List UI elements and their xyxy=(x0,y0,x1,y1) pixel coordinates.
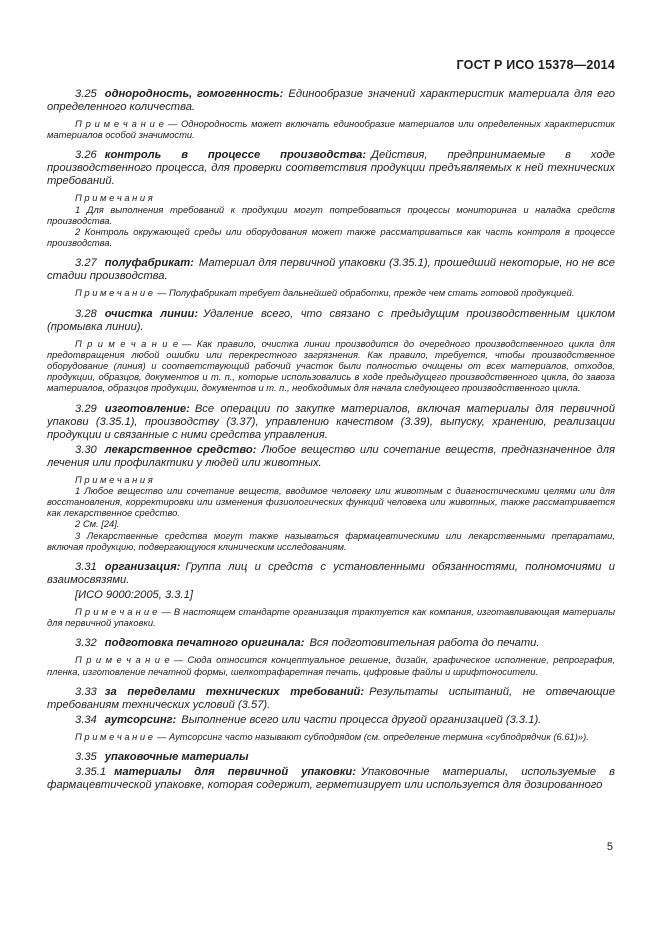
term-3-30-notes xyxy=(47,474,615,552)
terms-section xyxy=(47,88,615,792)
note-label: П р и м е ч а н и е xyxy=(75,118,164,129)
term-definition: Выполнение всего или части процесса другой организацией (3.3.1). xyxy=(181,713,542,726)
note-item: 2 См. [24]. xyxy=(75,518,120,530)
term-number: 3.25 xyxy=(75,88,97,100)
term-title: аутсорсинг: xyxy=(104,713,177,726)
note-text: — Как правило, очистка линии производится до очередного производственного цикла для предотвращения любой ошибки или перекрестного загрязнения. Как правило, требуется, чтобы производственное оборудование (линия) и соответствующий рабочий участок были полностью очищены от всех материалов, отходов, продукции, образцов, документов и т. п., которые использовались в ходе предыдущего производственного цикла, до завоза материалов, образцов продукции, документов и т. п., необходимых для начала следующего производственного цикла. xyxy=(47,337,615,394)
term-title: однородность, гомогенность: xyxy=(104,88,284,100)
term-3-27 xyxy=(47,257,615,283)
term-title: полуфабрикат: xyxy=(104,257,194,270)
term-3-35-1 xyxy=(47,766,615,792)
note-item: 2 Контроль окружающей среды или оборудования может также рассматриваться как часть контроля в процессе производства. xyxy=(47,226,615,249)
term-number: 3.32 xyxy=(75,637,97,650)
note-label: П р и м е ч а н и е xyxy=(75,287,153,299)
term-3-32 xyxy=(47,637,615,650)
note-label: П р и м е ч а н и е xyxy=(75,654,170,666)
term-definition: Удаление всего, что связано с предыдущим производственным циклом (промывка линии). xyxy=(47,307,615,333)
page-header-standard-number: ГОСТ Р ИСО 15378—2014 xyxy=(456,58,615,72)
term-3-26 xyxy=(47,149,615,188)
term-number: 3.27 xyxy=(75,257,97,270)
notes-header: П р и м е ч а н и я xyxy=(75,473,153,485)
term-number: 3.26 xyxy=(75,149,97,162)
term-3-26-notes xyxy=(47,192,615,248)
term-definition: Любое вещество или сочетание веществ, предназначенное для лечения или профилактики у людей или животных. xyxy=(47,443,615,469)
term-number: 3.33 xyxy=(75,685,97,698)
term-title: упаковочные материалы xyxy=(104,751,249,764)
term-3-34 xyxy=(47,714,615,727)
note-text: — В настоящем стандарте организация трактуется как компания, изготавливающая материалы для первичной упаковки. xyxy=(47,606,615,629)
note-label: П р и м е ч а н и е xyxy=(75,606,158,618)
term-3-33 xyxy=(47,686,615,712)
term-3-31-note xyxy=(47,606,615,628)
term-title: материалы для первичной упаковки: xyxy=(114,766,356,779)
term-number: 3.28 xyxy=(75,307,97,320)
term-3-31-source: [ИСО 9000:2005, 3.3.1] xyxy=(75,589,193,602)
term-number: 3.29 xyxy=(75,402,97,415)
term-definition: Материал для первичной упаковки (3.35.1), прошедший некоторые, но не все стадии производства. xyxy=(47,257,615,283)
term-3-25 xyxy=(47,88,615,114)
note-text: — Однородность может включать единообразие материалов или определенных характеристик материалов особой значимости. xyxy=(47,118,615,141)
term-3-27-note xyxy=(47,287,615,298)
note-text: — Полуфабрикат требует дальнейшей обработки, прежде чем стать готовой продукцией. xyxy=(156,287,575,299)
term-number: 3.30 xyxy=(75,443,97,456)
note-label: П р и м е ч а н и е xyxy=(75,730,153,742)
term-number: 3.31 xyxy=(75,561,97,574)
note-text: — Сюда относится концептуальное решение, дизайн, графическое исполнение, репрография, пленка, изготовление печатной формы, шелкотрафаретная печать, цифровые файлы и шрифтоносители. xyxy=(47,654,615,677)
note-item: 1 Для выполнения требований к продукции могут потребоваться процессы мониторинга и наладка средств производства. xyxy=(47,203,615,226)
term-definition: Группа лиц и средств с установленными обязанностями, полномочиями и взаимосвязями. xyxy=(47,561,615,587)
note-item: 1 Любое вещество или сочетание веществ, вводимое человеку или животным с диагностическими целями или для восстановления, корректировки или изменения физиологических функций человека или животных, также рассматривается как лекарственное средство. xyxy=(47,484,615,519)
term-definition: Все операции по закупке материалов, включая материалы для первичной упакови (3.35.1), производству (3.37), управлению качеством (3.39), выпуску, хранению, реализации продукции и связанные с ними средства управления. xyxy=(47,402,615,441)
term-3-28 xyxy=(47,308,615,334)
term-definition: Результаты испытаний, не отвечающие требованиям технических условий (3.57). xyxy=(47,685,615,711)
note-label: П р и м е ч а н и е xyxy=(75,337,179,349)
notes-header: П р и м е ч а н и я xyxy=(75,192,153,204)
term-title: лекарственное средство: xyxy=(104,443,257,456)
term-title: организация: xyxy=(104,561,181,574)
term-title: подготовка печатного оригинала: xyxy=(104,637,305,650)
term-3-35 xyxy=(47,751,615,764)
term-definition: Вся подготовительная работа до печати. xyxy=(309,637,540,650)
note-text: — Аутсорсинг часто называют субподрядом (см. определение термина «субподрядчик (6.61)»). xyxy=(156,730,589,742)
term-3-25-note xyxy=(47,118,615,140)
term-title: изготовление: xyxy=(104,402,190,415)
page-number: 5 xyxy=(606,841,613,853)
term-3-28-note xyxy=(47,338,615,394)
term-number: 3.35 xyxy=(75,751,97,764)
term-number: 3.35.1 xyxy=(75,766,107,779)
term-3-30 xyxy=(47,444,615,470)
term-definition: Единообразие значений характеристик материала для его определенного количества. xyxy=(47,88,616,113)
term-definition: Действия, предпринимаемые в ходе производственного процесса, для проверки соответствия продукции предъявляемых к ней технических требований. xyxy=(47,149,615,188)
term-number: 3.34 xyxy=(75,713,97,726)
term-title: контроль в процессе производства: xyxy=(104,149,367,162)
term-3-32-note xyxy=(47,654,615,676)
note-item: 3 Лекарственные средства могут также называться фармацевтическими или лекарственными препаратами, включая продукцию, подвергающуюся клиническим исследованиям. xyxy=(47,529,615,552)
term-title: очистка линии: xyxy=(104,307,199,320)
term-3-34-note xyxy=(47,731,615,742)
term-3-31 xyxy=(47,561,615,587)
term-3-29 xyxy=(47,403,615,442)
term-title: за переделами технических требований: xyxy=(104,685,365,698)
term-definition: Упаковочные материалы, используемые в фармацевтической упаковке, которая содержит, герметизирует или используется для дозированного xyxy=(47,766,615,792)
